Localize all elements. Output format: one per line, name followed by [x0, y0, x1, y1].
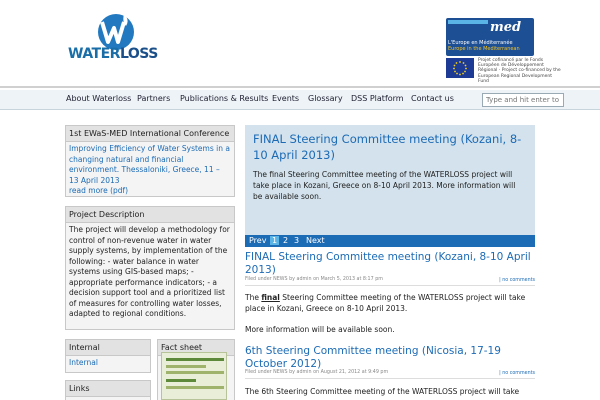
- med-logo-caption: [448, 40, 532, 52]
- thumb-line: [166, 379, 196, 382]
- eu-funding-text: Projet cofinancé par le Fonds Européen de Développement Régional · Project co-financed by the European Regional Development Fund: [478, 58, 561, 84]
- read-more-pdf-link[interactable]: read more (pdf): [69, 186, 129, 195]
- project-description-box: [65, 206, 235, 330]
- project-description-title: Project Description: [66, 207, 234, 223]
- post-title[interactable]: FINAL Steering Committee meeting (Kozani, 8-10 April 2013): [245, 251, 531, 276]
- post-meta: [245, 370, 535, 379]
- slider-pager: [245, 235, 535, 247]
- med-logo-bar: [448, 20, 488, 24]
- nav-glossary[interactable]: Glossary: [308, 94, 343, 103]
- nav-partners[interactable]: Partners: [137, 94, 171, 103]
- nav-dss-platform[interactable]: DSS Platform: [351, 94, 404, 103]
- post-body: [245, 292, 535, 314]
- post-comments-link[interactable]: | no comments: [499, 371, 535, 376]
- post-title[interactable]: 6th Steering Committee meeting (Nicosia, 17-19 October 2012): [245, 345, 501, 370]
- slider-page-2[interactable]: 2: [283, 236, 289, 245]
- post-body: The 6th Steering Committee meeting of the WATERLOSS project will take: [245, 387, 520, 396]
- fact-sheet-title: Fact sheet: [158, 340, 234, 356]
- post-body-text: The: [245, 293, 262, 302]
- internal-box: [65, 339, 151, 373]
- eu-flag-icon: [446, 58, 474, 78]
- nav-events[interactable]: Events: [272, 94, 300, 103]
- slider-prev-button[interactable]: Prev: [249, 236, 267, 245]
- logo-loss-text: LOSS: [119, 46, 158, 62]
- post-meta-text: Filed under NEWS by admin on March 5, 2013 at 8:17 pm: [245, 277, 383, 282]
- conference-box: [65, 125, 235, 197]
- featured-slider: [245, 125, 535, 247]
- post-meta: [245, 277, 535, 286]
- conference-link[interactable]: Improving Efficiency of Water Systems in a changing natural and financial environment. Thessaloniki, Greece, 11 – 13 April 2013: [69, 144, 230, 185]
- slider-text: The final Steering Committee meeting of the WATERLOSS project will take place in Kozani, Greece on 8-10 April 2013. More information will be available soon.: [253, 170, 516, 201]
- slider-page-3[interactable]: 3: [294, 236, 300, 245]
- fact-sheet-thumbnail[interactable]: [161, 352, 227, 400]
- main-nav: [0, 90, 600, 110]
- post-meta-text: Filed under NEWS by admin on August 21, 2012 at 9:49 pm: [245, 370, 389, 375]
- med-caption-en: Europe in the Mediterranean: [448, 46, 520, 52]
- logo-water-text: WATER: [68, 46, 120, 62]
- slider-page-1[interactable]: 1: [272, 236, 278, 245]
- med-logo-word: med: [490, 20, 522, 35]
- nav-about[interactable]: About Waterloss: [66, 94, 132, 103]
- thumb-line: [166, 365, 206, 368]
- project-description-text: The project will develop a methodology for control of non-revenue water in water supply systems, by implementation of the following: - water balance in water systems using GIS-based maps; -appropriate performance indicators; - a decision support tool and a prioritized list of measures for controlling water losses, adapted to regional conditions.: [69, 225, 230, 318]
- logo-wordmark[interactable]: [68, 46, 158, 62]
- search-input[interactable]: [482, 93, 564, 107]
- thumb-line: [166, 371, 224, 374]
- thumb-line: [166, 358, 224, 361]
- slider-next-button[interactable]: Next: [306, 236, 325, 245]
- post-body-text: Steering Committee meeting of the WATERLOSS project will take place in Kozani, Greece on 8-10 April 2013.: [245, 293, 526, 313]
- slider-title[interactable]: FINAL Steering Committee meeting (Kozani, 8-10 April 2013): [253, 132, 522, 162]
- internal-title: Internal: [66, 340, 150, 356]
- med-caption-fr: L'Europe en Méditerranée: [448, 40, 513, 46]
- thumb-line: [166, 386, 224, 389]
- nav-publications[interactable]: Publications & Results: [180, 94, 269, 103]
- conference-title: 1st EWaS-MED International Conference: [66, 126, 234, 142]
- links-box: [65, 380, 151, 400]
- post-body: More information will be available soon.: [245, 325, 395, 334]
- internal-link[interactable]: Internal: [69, 358, 98, 367]
- post-body-emphasis: final: [261, 293, 280, 302]
- links-title: Links: [66, 381, 150, 397]
- nav-contact[interactable]: Contact us: [411, 94, 454, 103]
- post-comments-link[interactable]: | no comments: [499, 278, 535, 283]
- site-header: [0, 0, 600, 88]
